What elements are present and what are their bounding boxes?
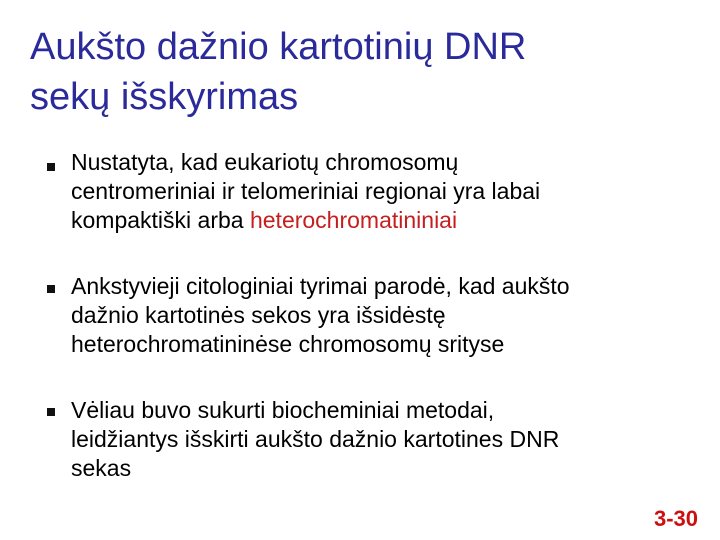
bullet-item-3 — [71, 396, 701, 483]
slide-title — [30, 22, 690, 122]
bullet-item-2 — [71, 272, 701, 359]
bullet-1-line-3 — [71, 206, 701, 235]
title-line-1: Aukšto dažnio kartotinių DNR — [30, 26, 527, 68]
bullet-3-line-3: sekas — [71, 455, 132, 481]
square-bullet-icon — [47, 285, 59, 297]
bullet-2-line-1: Ankstyvieji citologiniai tyrimai parodė, kad aukšto — [71, 273, 570, 299]
highlighted-term: heterochromatininiai — [249, 207, 458, 233]
bullet-1-line-3-plain: kompaktiški arba — [71, 207, 250, 233]
bullet-3-line-2: leidžiantys išskirti aukšto dažnio kartotines DNR — [71, 426, 560, 452]
square-bullet-icon — [47, 163, 59, 175]
bullet-1-line-1: Nustatyta, kad eukariotų chromosomų — [71, 149, 459, 175]
square-bullet-icon — [47, 408, 59, 420]
bullet-3-line-1: Vėliau buvo sukurti biocheminiai metodai, — [71, 397, 495, 423]
bullet-2-line-3: heterochromatininėse chromosomų srityse — [71, 331, 505, 357]
bullet-2-line-2: dažnio kartotinės sekos yra išsidėstę — [71, 302, 446, 328]
slide-number: 3-30 — [653, 506, 698, 531]
bullet-1-line-2: centromeriniai ir telomeriniai regionai yra labai — [71, 178, 541, 204]
title-line-2: sekų išskyrimas — [30, 76, 299, 118]
bullet-item-1 — [71, 148, 701, 235]
